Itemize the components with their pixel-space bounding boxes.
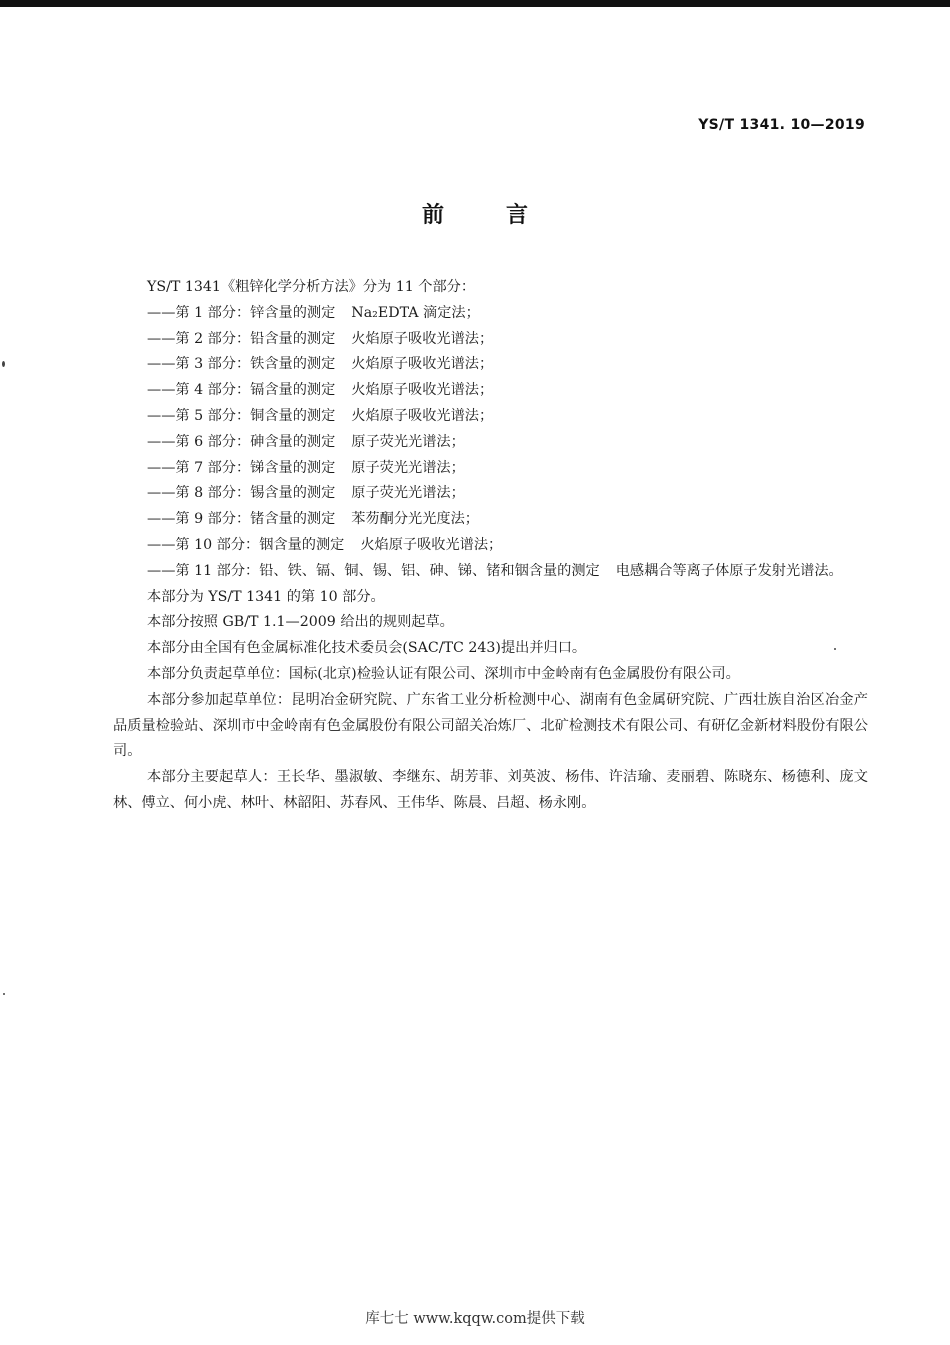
drafting-rules-statement: 本部分按照 GB/T 1.1—2009 给出的规则起草。 (147, 614, 454, 631)
part-name: ——第 11 部分：铅、铁、镉、铜、锡、铝、砷、锑、锗和铟含量的测定 (147, 562, 600, 579)
part-name: ——第 7 部分：锑含量的测定 (147, 459, 336, 476)
list-item (113, 352, 868, 378)
scan-speck (2, 361, 5, 367)
list-item (113, 481, 868, 507)
responsible-units-statement: 本部分负责起草单位：国标(北京)检验认证有限公司、深圳市中金岭南有色金属股份有限公司。 (147, 665, 740, 682)
list-item (113, 301, 868, 327)
part-method: 火焰原子吸收光谱法； (360, 536, 503, 553)
part-name: ——第 5 部分：铜含量的测定 (147, 407, 336, 424)
part-method: 火焰原子吸收光谱法； (351, 330, 494, 347)
part-method: 苯芴酮分光光度法； (351, 511, 479, 528)
part-method: 火焰原子吸收光谱法； (351, 356, 494, 373)
part-name: ——第 10 部分：铟含量的测定 (147, 536, 345, 553)
part-name: ——第 8 部分：锡含量的测定 (147, 485, 336, 502)
list-item (113, 533, 868, 559)
part-method: 火焰原子吸收光谱法； (351, 382, 494, 399)
part-name: ——第 4 部分：镉含量的测定 (147, 382, 336, 399)
page-title: 前言 (421, 203, 590, 228)
part-name: ——第 9 部分：锗含量的测定 (147, 511, 336, 528)
part-method: 原子荧光光谱法； (351, 433, 465, 450)
footer-watermark: 库七七 www.kqqw.com提供下载 (365, 1311, 585, 1327)
participating-units-statement: 本部分参加起草单位：昆明冶金研究院、广东省工业分析检测中心、湖南有色金属研究院、广西壮族自治区冶金产品质量检验站、深圳市中金岭南有色金属股份有限公司韶关冶炼厂、北矿检测技术有限公司、有研亿金新材料股份有限公司。 (113, 691, 868, 760)
list-item (113, 404, 868, 430)
list-item (113, 327, 868, 353)
part-method: 电感耦合等离子体原子发射光谱法。 (615, 562, 843, 579)
list-item (113, 507, 868, 533)
part-name: ——第 2 部分：铅含量的测定 (147, 330, 336, 347)
part-method: Na₂EDTA 滴定法； (351, 304, 480, 321)
intro-paragraph: YS/T 1341《粗锌化学分析方法》分为 11 个部分： (147, 279, 476, 295)
foreword-body (113, 275, 868, 817)
main-drafters-statement: 本部分主要起草人：王长华、墨淑敏、李继东、胡芳菲、刘英波、杨伟、许洁瑜、麦丽碧、陈晓东、杨德利、庞文林、傅立、何小虎、林叶、林韶阳、苏春风、王伟华、陈晨、吕超、杨永刚。 (113, 769, 868, 811)
part-name: ——第 6 部分：砷含量的测定 (147, 433, 336, 450)
list-item (113, 456, 868, 482)
proposed-by-statement: 本部分由全国有色金属标准化技术委员会(SAC/TC 243)提出并归口。 (147, 640, 587, 657)
list-item (113, 430, 868, 456)
this-part-statement: 本部分为 YS/T 1341 的第 10 部分。 (147, 588, 385, 605)
list-item (113, 559, 868, 585)
part-name: ——第 3 部分：铁含量的测定 (147, 356, 336, 373)
list-item (113, 378, 868, 404)
part-method: 原子荧光光谱法； (351, 459, 465, 476)
standard-number: YS/T 1341. 10—2019 (698, 117, 865, 133)
top-border-rule (0, 0, 950, 7)
scan-speck (834, 648, 836, 650)
parts-list (113, 301, 868, 585)
part-method: 原子荧光光谱法； (351, 485, 465, 502)
scan-speck (3, 993, 5, 995)
part-method: 火焰原子吸收光谱法； (351, 407, 494, 424)
part-name: ——第 1 部分：锌含量的测定 (147, 304, 336, 321)
